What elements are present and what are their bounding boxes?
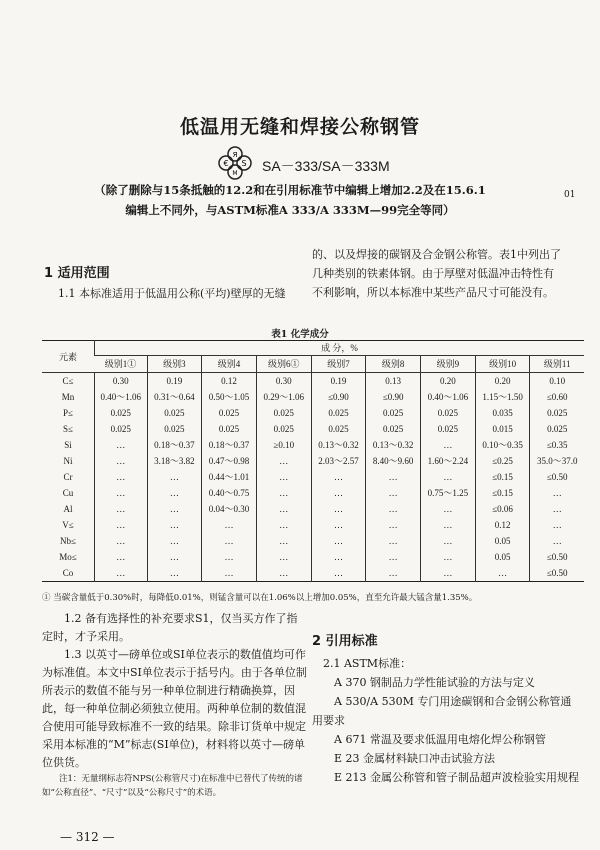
standard-code: SA－333/SA－333M: [262, 158, 390, 174]
element-cell: S≤: [63, 424, 73, 434]
value-cell: …: [530, 501, 584, 517]
table-row: [42, 421, 584, 437]
value-cell: 0.10～0.35: [475, 437, 530, 453]
page-title: 低温用无缝和焊接公称钢管: [179, 116, 420, 138]
value-cell: 0.025: [366, 421, 421, 437]
value-cell: …: [95, 485, 148, 501]
grade-header: 级别10: [475, 356, 530, 373]
grade-header: 级别11: [530, 356, 584, 373]
element-cell: Nb≤: [60, 536, 76, 546]
value-cell: 0.025: [311, 405, 366, 421]
table-row: [42, 517, 584, 533]
value-cell: 1.15～1.50: [475, 389, 530, 405]
value-cell: 2.03～2.57: [311, 453, 366, 469]
value-cell: ≤0.35: [530, 437, 584, 453]
value-cell: …: [311, 549, 366, 565]
value-cell: …: [421, 549, 476, 565]
value-cell: 0.05: [475, 533, 530, 549]
section-1-heading: 1 适用范围: [44, 266, 110, 281]
value-cell: …: [95, 549, 148, 565]
value-cell: …: [95, 501, 148, 517]
page-number: — 312 —: [60, 830, 115, 844]
value-cell: …: [147, 565, 202, 582]
value-cell: 0.025: [147, 405, 202, 421]
value-cell: …: [475, 565, 530, 582]
value-cell: 0.75～1.25: [421, 485, 476, 501]
value-cell: 1.60～2.24: [421, 453, 476, 469]
element-cell: V≤: [62, 520, 74, 530]
table-row: [42, 565, 584, 582]
value-cell: …: [147, 485, 202, 501]
value-cell: 3.18～3.82: [147, 453, 202, 469]
value-cell: 8.40～9.60: [366, 453, 421, 469]
paragraph-1-1: 1.1 本标准适用于低温用公称(平均)壁厚的无缝: [58, 287, 286, 300]
value-cell: 0.40～1.06: [95, 389, 148, 405]
value-cell: 0.20: [421, 373, 476, 390]
element-header: 元素: [42, 341, 95, 373]
value-cell: …: [366, 517, 421, 533]
value-cell: …: [147, 469, 202, 485]
value-cell: 0.12: [475, 517, 530, 533]
element-cell: Si: [64, 440, 72, 450]
value-cell: 0.025: [421, 421, 476, 437]
value-cell: …: [256, 453, 311, 469]
value-cell: 0.04～0.30: [202, 501, 257, 517]
value-cell: 0.30: [256, 373, 311, 390]
value-cell: 0.13～0.32: [311, 437, 366, 453]
value-cell: …: [421, 437, 476, 453]
svg-text:S: S: [241, 159, 247, 168]
value-cell: ≤0.60: [530, 389, 584, 405]
table-row: [42, 549, 584, 565]
list-item: E 213 金属公称管和管子制品超声波检验实用规程: [334, 771, 580, 784]
value-cell: 0.025: [95, 405, 148, 421]
value-cell: ≤0.25: [475, 453, 530, 469]
element-cell: Mo≤: [59, 552, 77, 562]
value-cell: 0.31～0.64: [147, 389, 202, 405]
value-cell: 0.025: [421, 405, 476, 421]
section-2-heading: 2 引用标准: [312, 634, 378, 649]
value-cell: …: [256, 485, 311, 501]
text-line: 的、以及焊接的碳钢及合金钢公称管。表1中列出了: [312, 248, 561, 261]
asme-logo-icon: [218, 146, 252, 180]
value-cell: 0.18～0.37: [202, 437, 257, 453]
left-column: [42, 610, 308, 800]
value-cell: …: [421, 517, 476, 533]
value-cell: 0.40～1.06: [421, 389, 476, 405]
value-cell: …: [366, 469, 421, 485]
page-mark: 01: [564, 190, 576, 200]
value-cell: …: [311, 485, 366, 501]
value-cell: 0.025: [202, 405, 257, 421]
value-cell: 0.20: [475, 373, 530, 390]
list-item: E 23 金属材料缺口冲击试验方法: [334, 752, 496, 765]
value-cell: …: [530, 517, 584, 533]
svg-text:Я: Я: [232, 151, 238, 159]
value-cell: …: [311, 469, 366, 485]
composition-header: 成 分，%: [95, 341, 585, 356]
list-item: A 530/A 530M 专门用途碳钢和合金钢公称管通用要求: [312, 695, 572, 727]
table-row: [42, 469, 584, 485]
value-cell: 0.13: [366, 373, 421, 390]
value-cell: 0.035: [475, 405, 530, 421]
value-cell: 0.12: [202, 373, 257, 390]
element-cell: Cr: [63, 472, 73, 482]
value-cell: 0.44～1.01: [202, 469, 257, 485]
value-cell: ≤0.15: [475, 469, 530, 485]
value-cell: …: [147, 549, 202, 565]
grade-header: 级别4: [202, 356, 257, 373]
value-cell: 0.025: [256, 405, 311, 421]
value-cell: …: [366, 549, 421, 565]
element-cell: P≤: [63, 408, 73, 418]
value-cell: …: [95, 533, 148, 549]
table-row: [42, 373, 584, 390]
svg-text:€: €: [223, 159, 229, 168]
value-cell: …: [421, 501, 476, 517]
value-cell: …: [366, 533, 421, 549]
paragraph-1-3: 1.3 以英寸—磅单位或SI单位表示的数值值均可作为标准值。本文中SI单位表示于括号内。由于各单位制所表示的数值不能与另一种单位制进行精确换算，因此，每一种单位制必须独立使用。两种单位制的数值混合使用可能导致标准不一致的结果。除非订货单中规定采用本标准的“M”标志(SI单位)，材料将以英寸—磅单位供货。: [42, 648, 307, 769]
value-cell: ≤0.90: [311, 389, 366, 405]
value-cell: …: [421, 565, 476, 582]
value-cell: …: [256, 549, 311, 565]
value-cell: ≤0.06: [475, 501, 530, 517]
value-cell: ≤0.50: [530, 565, 584, 582]
value-cell: …: [311, 501, 366, 517]
value-cell: …: [95, 437, 148, 453]
value-cell: ≤0.50: [530, 549, 584, 565]
value-cell: 0.10: [530, 373, 584, 390]
value-cell: …: [95, 453, 148, 469]
table-row: [42, 389, 584, 405]
note-1: 注1：无量纲标志符NPS(公称管尺寸)在标准中已替代了传统的诸如“公称直径”、“尺寸”以及“公称尺寸”的术语。: [42, 774, 303, 798]
text-line: 几种类别的铁素体钢。由于厚壁对低温冲击特性有: [312, 267, 554, 280]
value-cell: …: [147, 517, 202, 533]
value-cell: …: [256, 517, 311, 533]
value-cell: 0.025: [366, 405, 421, 421]
list-item: A 370 钢制品力学性能试验的方法与定义: [334, 676, 535, 689]
paragraph-1-2: 1.2 备有选择性的补充要求S1，仅当买方作了指定时，才予采用。: [42, 612, 298, 643]
value-cell: 0.025: [147, 421, 202, 437]
value-cell: …: [147, 501, 202, 517]
value-cell: …: [95, 517, 148, 533]
grade-header: 级别1①: [95, 356, 148, 373]
note-line: （除了删除与15条抵触的12.2和在引用标准节中编辑上增加2.2及在15.6.1: [94, 183, 486, 197]
value-cell: …: [202, 565, 257, 582]
value-cell: …: [421, 533, 476, 549]
value-cell: 0.29～1.06: [256, 389, 311, 405]
table-caption: 表1 化学成分: [271, 329, 329, 340]
value-cell: 0.025: [530, 421, 584, 437]
value-cell: 0.47～0.98: [202, 453, 257, 469]
value-cell: 0.025: [311, 421, 366, 437]
value-cell: …: [202, 549, 257, 565]
table-row: [42, 405, 584, 421]
equivalence-note: [60, 180, 520, 220]
value-cell: …: [95, 565, 148, 582]
element-cell: Cu: [62, 488, 74, 498]
table-row: [42, 533, 584, 549]
value-cell: 0.015: [475, 421, 530, 437]
value-cell: 0.025: [256, 421, 311, 437]
table-row: [42, 453, 584, 469]
value-cell: …: [256, 533, 311, 549]
value-cell: …: [311, 533, 366, 549]
value-cell: 0.13～0.32: [366, 437, 421, 453]
value-cell: 0.40～0.75: [202, 485, 257, 501]
value-cell: …: [311, 565, 366, 582]
value-cell: …: [256, 501, 311, 517]
value-cell: …: [256, 565, 311, 582]
value-cell: …: [147, 533, 202, 549]
value-cell: 0.025: [530, 405, 584, 421]
element-cell: C≤: [62, 376, 74, 386]
value-cell: …: [366, 485, 421, 501]
element-cell: Al: [63, 504, 73, 514]
list-item: 2.1 ASTM标准：: [323, 657, 412, 670]
value-cell: ≤0.50: [530, 469, 584, 485]
table-row: [42, 501, 584, 517]
element-cell: Mn: [61, 392, 75, 402]
grade-header: 级别6①: [256, 356, 311, 373]
grade-header: 级别7: [311, 356, 366, 373]
grade-header: 级别3: [147, 356, 202, 373]
element-cell: Ni: [63, 456, 73, 466]
value-cell: …: [95, 469, 148, 485]
value-cell: …: [311, 517, 366, 533]
value-cell: …: [530, 485, 584, 501]
value-cell: 0.19: [311, 373, 366, 390]
value-cell: 0.19: [147, 373, 202, 390]
value-cell: ≥0.10: [256, 437, 311, 453]
table-row: [42, 485, 584, 501]
value-cell: …: [421, 469, 476, 485]
svg-text:M: M: [232, 170, 238, 177]
list-item: A 671 常温及要求低温用电熔化焊公称钢管: [334, 733, 546, 746]
value-cell: 0.025: [95, 421, 148, 437]
table-footnote: ① 当碳含量低于0.30%时，每降低0.01%，则锰含量可以在1.06%以上增加0.05%，直至允许最大锰含量1.35%。: [42, 593, 478, 603]
value-cell: ≤0.15: [475, 485, 530, 501]
paragraph-1-1-continued: [312, 245, 582, 302]
value-cell: 0.50～1.05: [202, 389, 257, 405]
table-row: [42, 437, 584, 453]
value-cell: …: [256, 469, 311, 485]
referenced-standards-list: [312, 654, 582, 787]
note-line: 编辑上不同外，与ASTM标准A 333/A 333M—99完全等同）: [125, 203, 455, 217]
grade-header: 级别9: [421, 356, 476, 373]
value-cell: …: [202, 533, 257, 549]
value-cell: …: [530, 533, 584, 549]
value-cell: …: [202, 517, 257, 533]
value-cell: …: [366, 565, 421, 582]
chemical-composition-table: [42, 340, 584, 582]
value-cell: 0.30: [95, 373, 148, 390]
element-cell: Co: [62, 568, 74, 578]
value-cell: 0.025: [202, 421, 257, 437]
grade-header: 级别8: [366, 356, 421, 373]
value-cell: 0.18～0.37: [147, 437, 202, 453]
value-cell: …: [366, 501, 421, 517]
value-cell: 35.0～37.0: [530, 453, 584, 469]
value-cell: 0.05: [475, 549, 530, 565]
value-cell: ≤0.90: [366, 389, 421, 405]
text-line: 不利影响，所以本标准中某些产品尺寸可能没有。: [312, 286, 554, 299]
